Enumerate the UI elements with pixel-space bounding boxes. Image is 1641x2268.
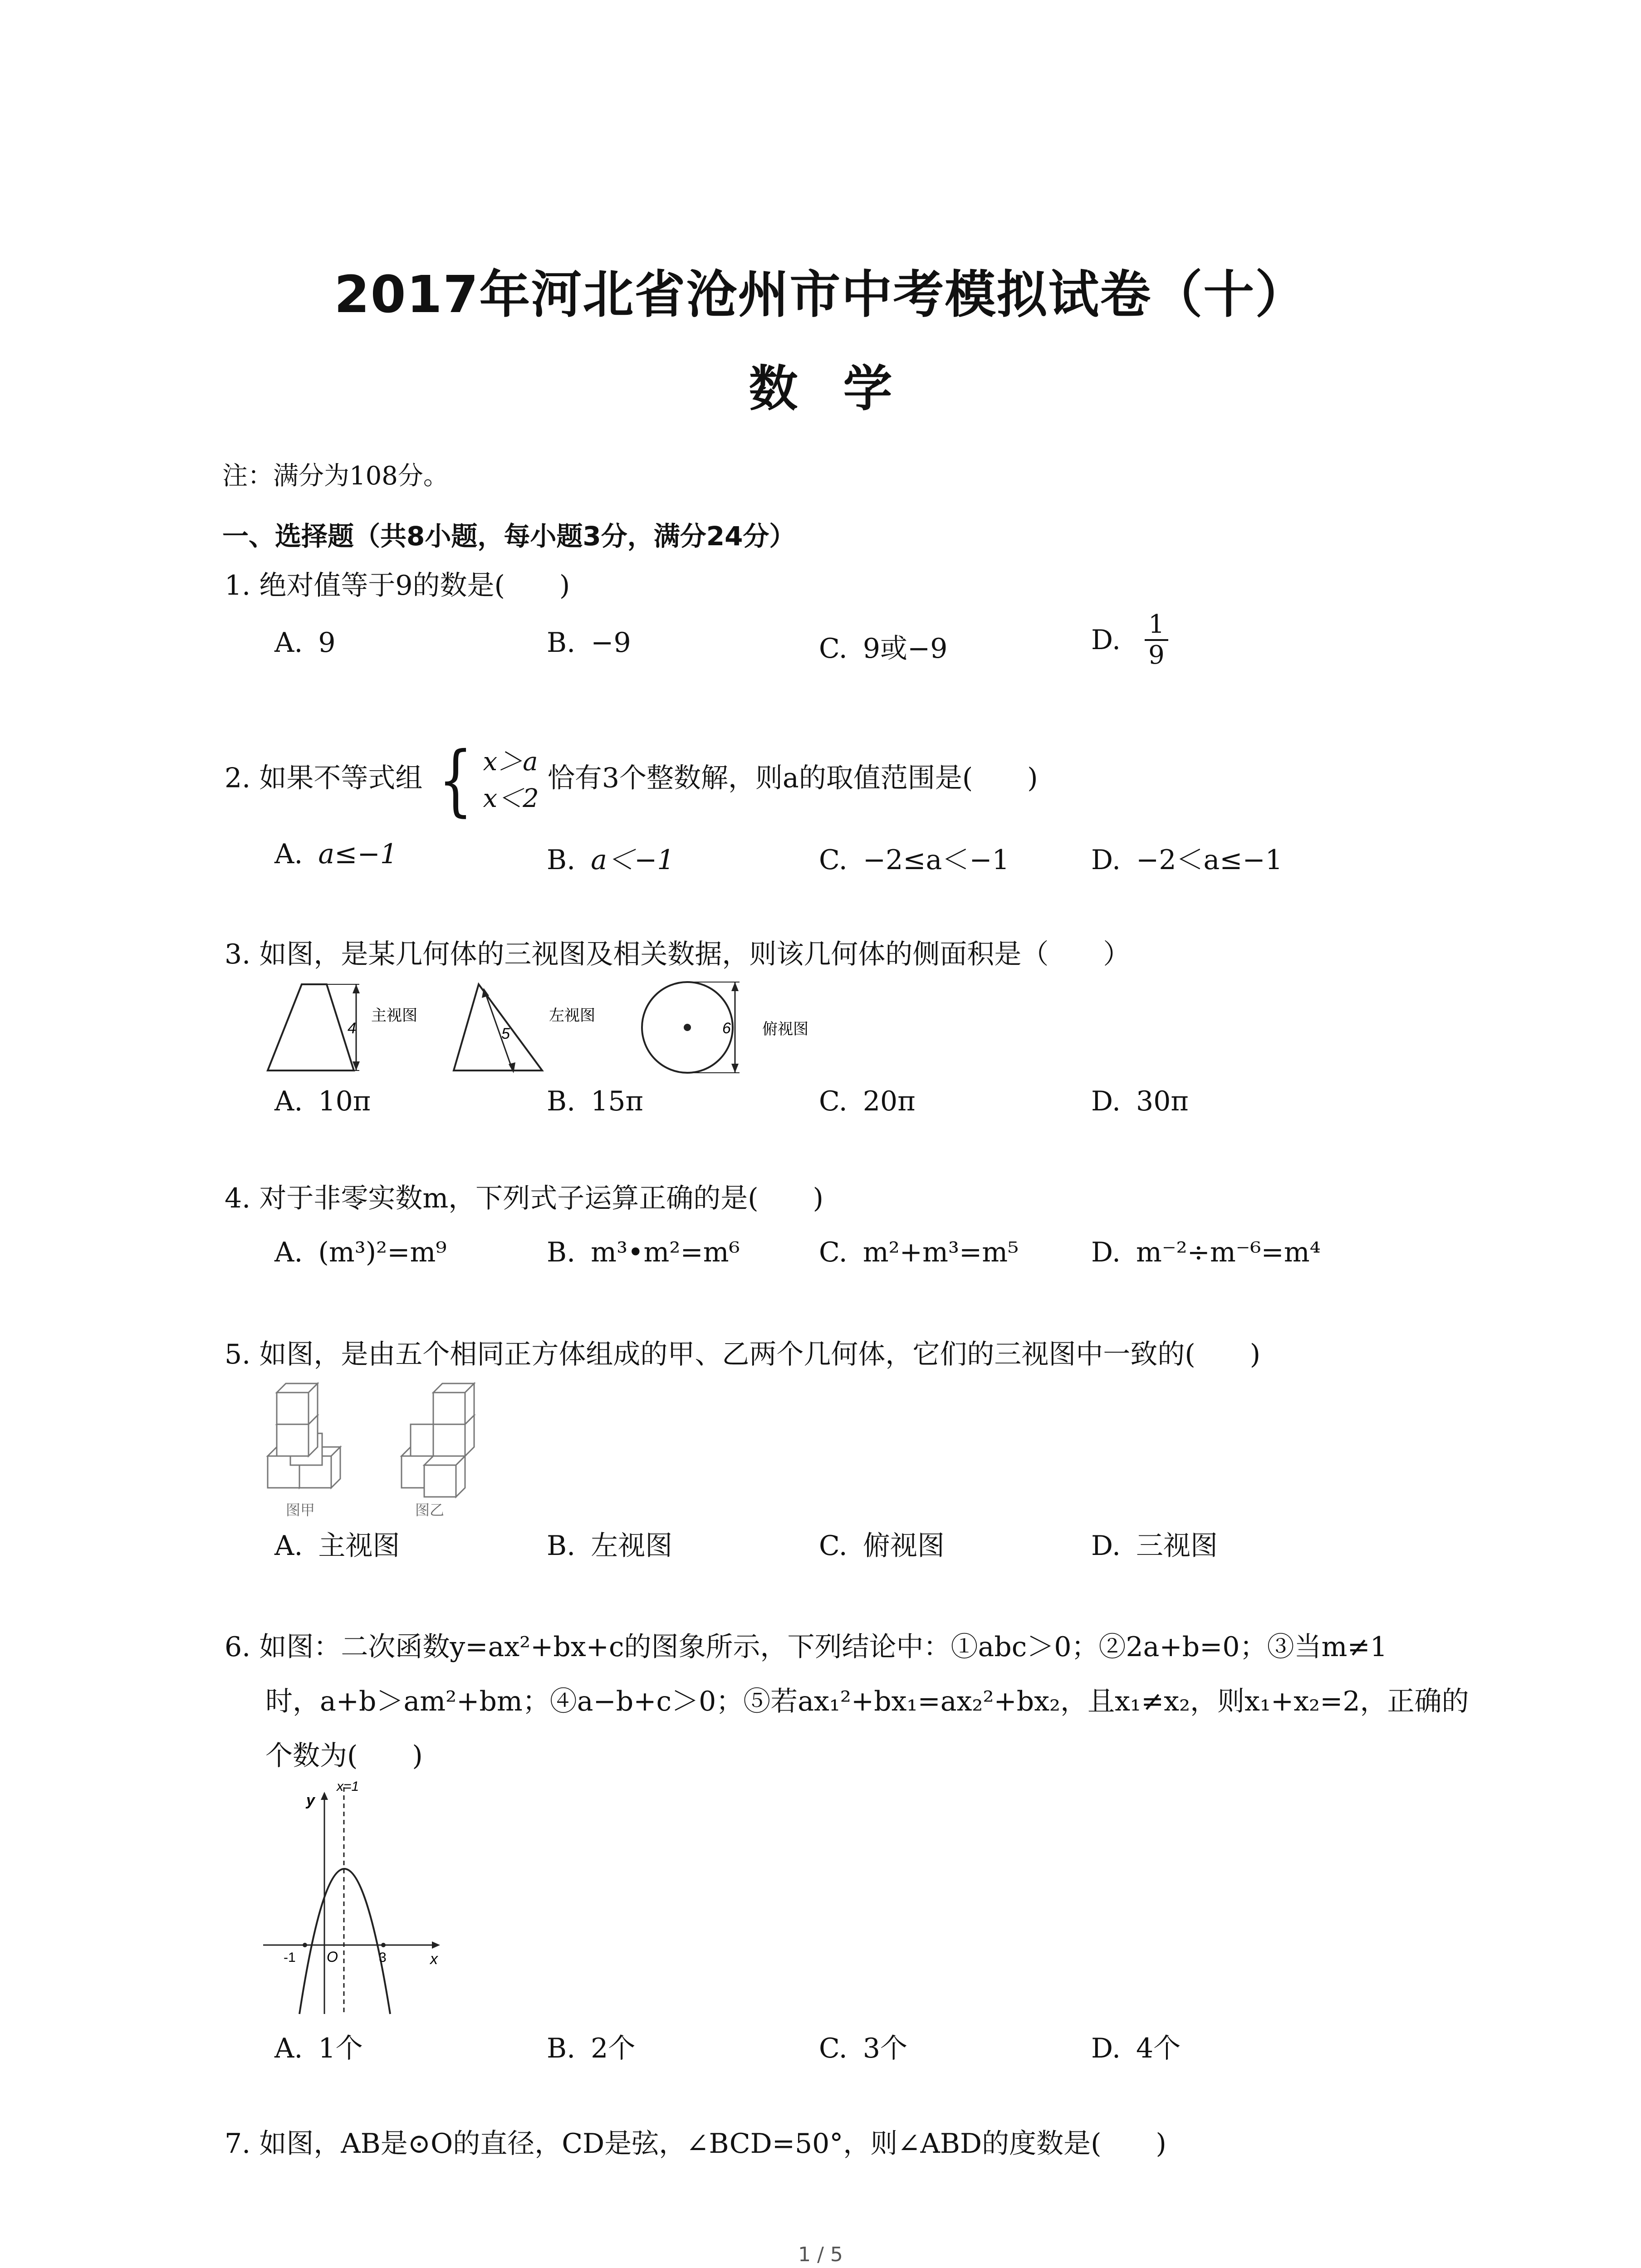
- question-6-line-1: 6. 如图：二次函数y=ax²+bx+c的图象所示，下列结论中：①abc＞0；②2a+b=0；③当m≠1: [225, 1631, 1387, 1663]
- left-root-label: -1: [284, 1950, 296, 1965]
- q2-option-b: B. a＜−1: [547, 844, 675, 876]
- q3-option-c: C. 20π: [819, 1085, 916, 1117]
- origin-label: O: [327, 1949, 338, 1965]
- top-view-label: 俯视图: [762, 1021, 808, 1038]
- q2-option-d: D. −2＜a≤−1: [1091, 844, 1283, 876]
- q6-option-c: C. 3个: [819, 2033, 908, 2064]
- q6-option-d: D. 4个: [1091, 2033, 1181, 2064]
- q3-option-a: A. 10π: [274, 1085, 371, 1117]
- side-dim: 5: [501, 1025, 510, 1042]
- right-root-label: 3: [379, 1950, 387, 1965]
- q5-option-d: D. 三视图: [1091, 1530, 1218, 1562]
- q1-option-a: A. 9: [274, 627, 336, 659]
- exam-title: 2017年河北省沧州市中考模拟试卷（十）: [334, 265, 1307, 324]
- q1-option-d: D. $\frac{1}{9}$: [1091, 610, 1168, 670]
- q5-option-c: C. 俯视图: [819, 1530, 945, 1562]
- parabola-figure: [259, 1778, 449, 2023]
- q5-option-a: A. 主视图: [274, 1530, 400, 1562]
- question-6-line-2: 时，a+b＞am²+bm；④a−b+c＞0；⑤若ax₁²+bx₁=ax₂²+bx₂，且x₁≠x₂，则x₁+x₂=2，正确的: [265, 1686, 1469, 1717]
- inequality-system: { x＞a x＜2: [438, 735, 539, 825]
- q2-option-c: C. −2≤a＜−1: [819, 844, 1009, 876]
- question-6-line-3: 个数为( ): [265, 1740, 423, 1772]
- top-view: [642, 982, 808, 1073]
- question-1-stem: 1. 绝对值等于9的数是( ): [225, 570, 570, 601]
- question-3-stem: 3. 如图，是某几何体的三视图及相关数据，则该几何体的侧面积是（ ）: [225, 938, 1131, 970]
- figure-jia-label: 图甲: [286, 1502, 315, 1518]
- q3-option-d: D. 30π: [1091, 1085, 1189, 1117]
- front-view-label: 主视图: [371, 1007, 417, 1024]
- x-label: x: [430, 1950, 438, 1968]
- question-2-stem: 2. 如果不等式组 { x＞a x＜2 恰有3个整数解，则a的取值范围是( ): [225, 735, 1038, 825]
- section-heading: 一、选择题（共8小题，每小题3分，满分24分）: [222, 521, 796, 552]
- side-view: [454, 984, 595, 1073]
- figure-yi-label: 图乙: [415, 1502, 445, 1518]
- q1-option-b: B. −9: [547, 627, 631, 659]
- subject-heading: 数学: [749, 361, 938, 417]
- q5-option-b: B. 左视图: [547, 1530, 673, 1562]
- front-dim: 4: [348, 1020, 356, 1037]
- score-note: 注：满分为108分。: [222, 461, 449, 491]
- three-views-figure: [259, 980, 830, 1080]
- figure-jia: [268, 1383, 340, 1488]
- q6-option-a: A. 1个: [274, 2033, 363, 2064]
- q1-option-c: C. 9或−9: [819, 633, 948, 665]
- page-number: 1 / 5: [798, 2243, 843, 2266]
- q4-option-c: C. m²+m³=m⁵: [819, 1237, 1019, 1268]
- side-view-label: 左视图: [549, 1007, 595, 1024]
- y-label: y: [306, 1792, 315, 1809]
- question-5-stem: 5. 如图，是由五个相同正方体组成的甲、乙两个几何体，它们的三视图中一致的( ): [225, 1339, 1261, 1370]
- brace-icon: {: [438, 735, 473, 825]
- figure-yi: [402, 1383, 474, 1497]
- q4-option-a: A. (m³)²=m⁹: [274, 1237, 447, 1268]
- fraction: $\frac{1}{9}$: [1145, 610, 1168, 670]
- question-7-stem: 7. 如图，AB是⊙O的直径，CD是弦，∠BCD=50°，则∠ABD的度数是( ): [225, 2128, 1166, 2160]
- front-view: [268, 984, 417, 1070]
- q6-option-b: B. 2个: [547, 2033, 636, 2064]
- cubes-figure: [265, 1379, 501, 1524]
- q3-option-b: B. 15π: [547, 1085, 643, 1117]
- q2-option-a: A. a≤−1: [274, 838, 397, 870]
- q4-option-d: D. m⁻²÷m⁻⁶=m⁴: [1091, 1237, 1321, 1268]
- top-dim: 6: [722, 1020, 731, 1037]
- parabola-curve: [299, 1869, 390, 2014]
- question-4-stem: 4. 对于非零实数m，下列式子运算正确的是( ): [225, 1183, 824, 1214]
- symmetry-label: x=1: [337, 1779, 359, 1794]
- q4-option-b: B. m³•m²=m⁶: [547, 1237, 740, 1268]
